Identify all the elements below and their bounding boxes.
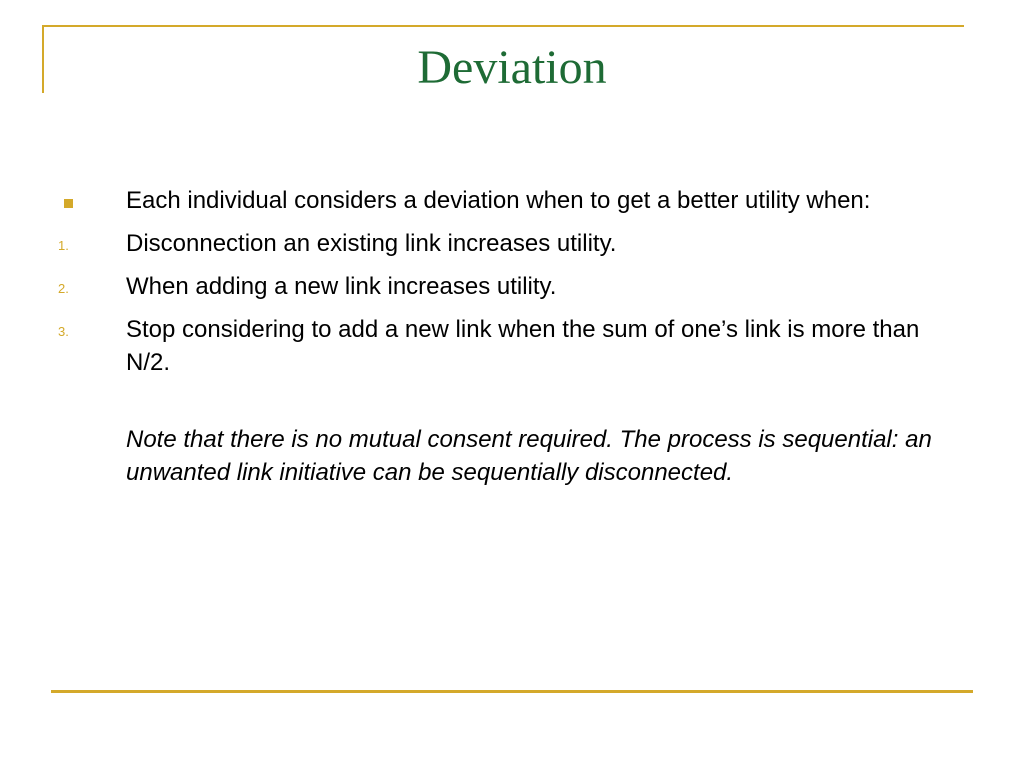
item-number: 1. — [58, 238, 69, 253]
bullet-marker — [58, 184, 73, 217]
bullet-text: Each individual considers a deviation when to get a better utility when: — [126, 187, 871, 214]
item-number: 2. — [58, 281, 69, 296]
item-text: Disconnection an existing link increases utility. — [126, 230, 617, 257]
note-text: Note that there is no mutual consent required. The process is sequential: an unwanted link initiative can be sequentially disconnected. — [126, 426, 932, 486]
bullet-item — [58, 184, 968, 217]
square-bullet-icon — [64, 199, 73, 208]
frame-top-line — [42, 25, 964, 27]
item-text: When adding a new link increases utility. — [126, 273, 557, 300]
numbered-item-1 — [58, 227, 968, 260]
slide-body — [58, 184, 968, 489]
numbered-item-3 — [58, 313, 968, 379]
numbered-item-2 — [58, 270, 968, 303]
slide-title: Deviation — [417, 41, 607, 94]
item-text: Stop considering to add a new link when the sum of one’s link is more than N/2. — [126, 316, 920, 376]
item-number: 3. — [58, 324, 69, 339]
frame-bottom-line — [51, 690, 973, 693]
